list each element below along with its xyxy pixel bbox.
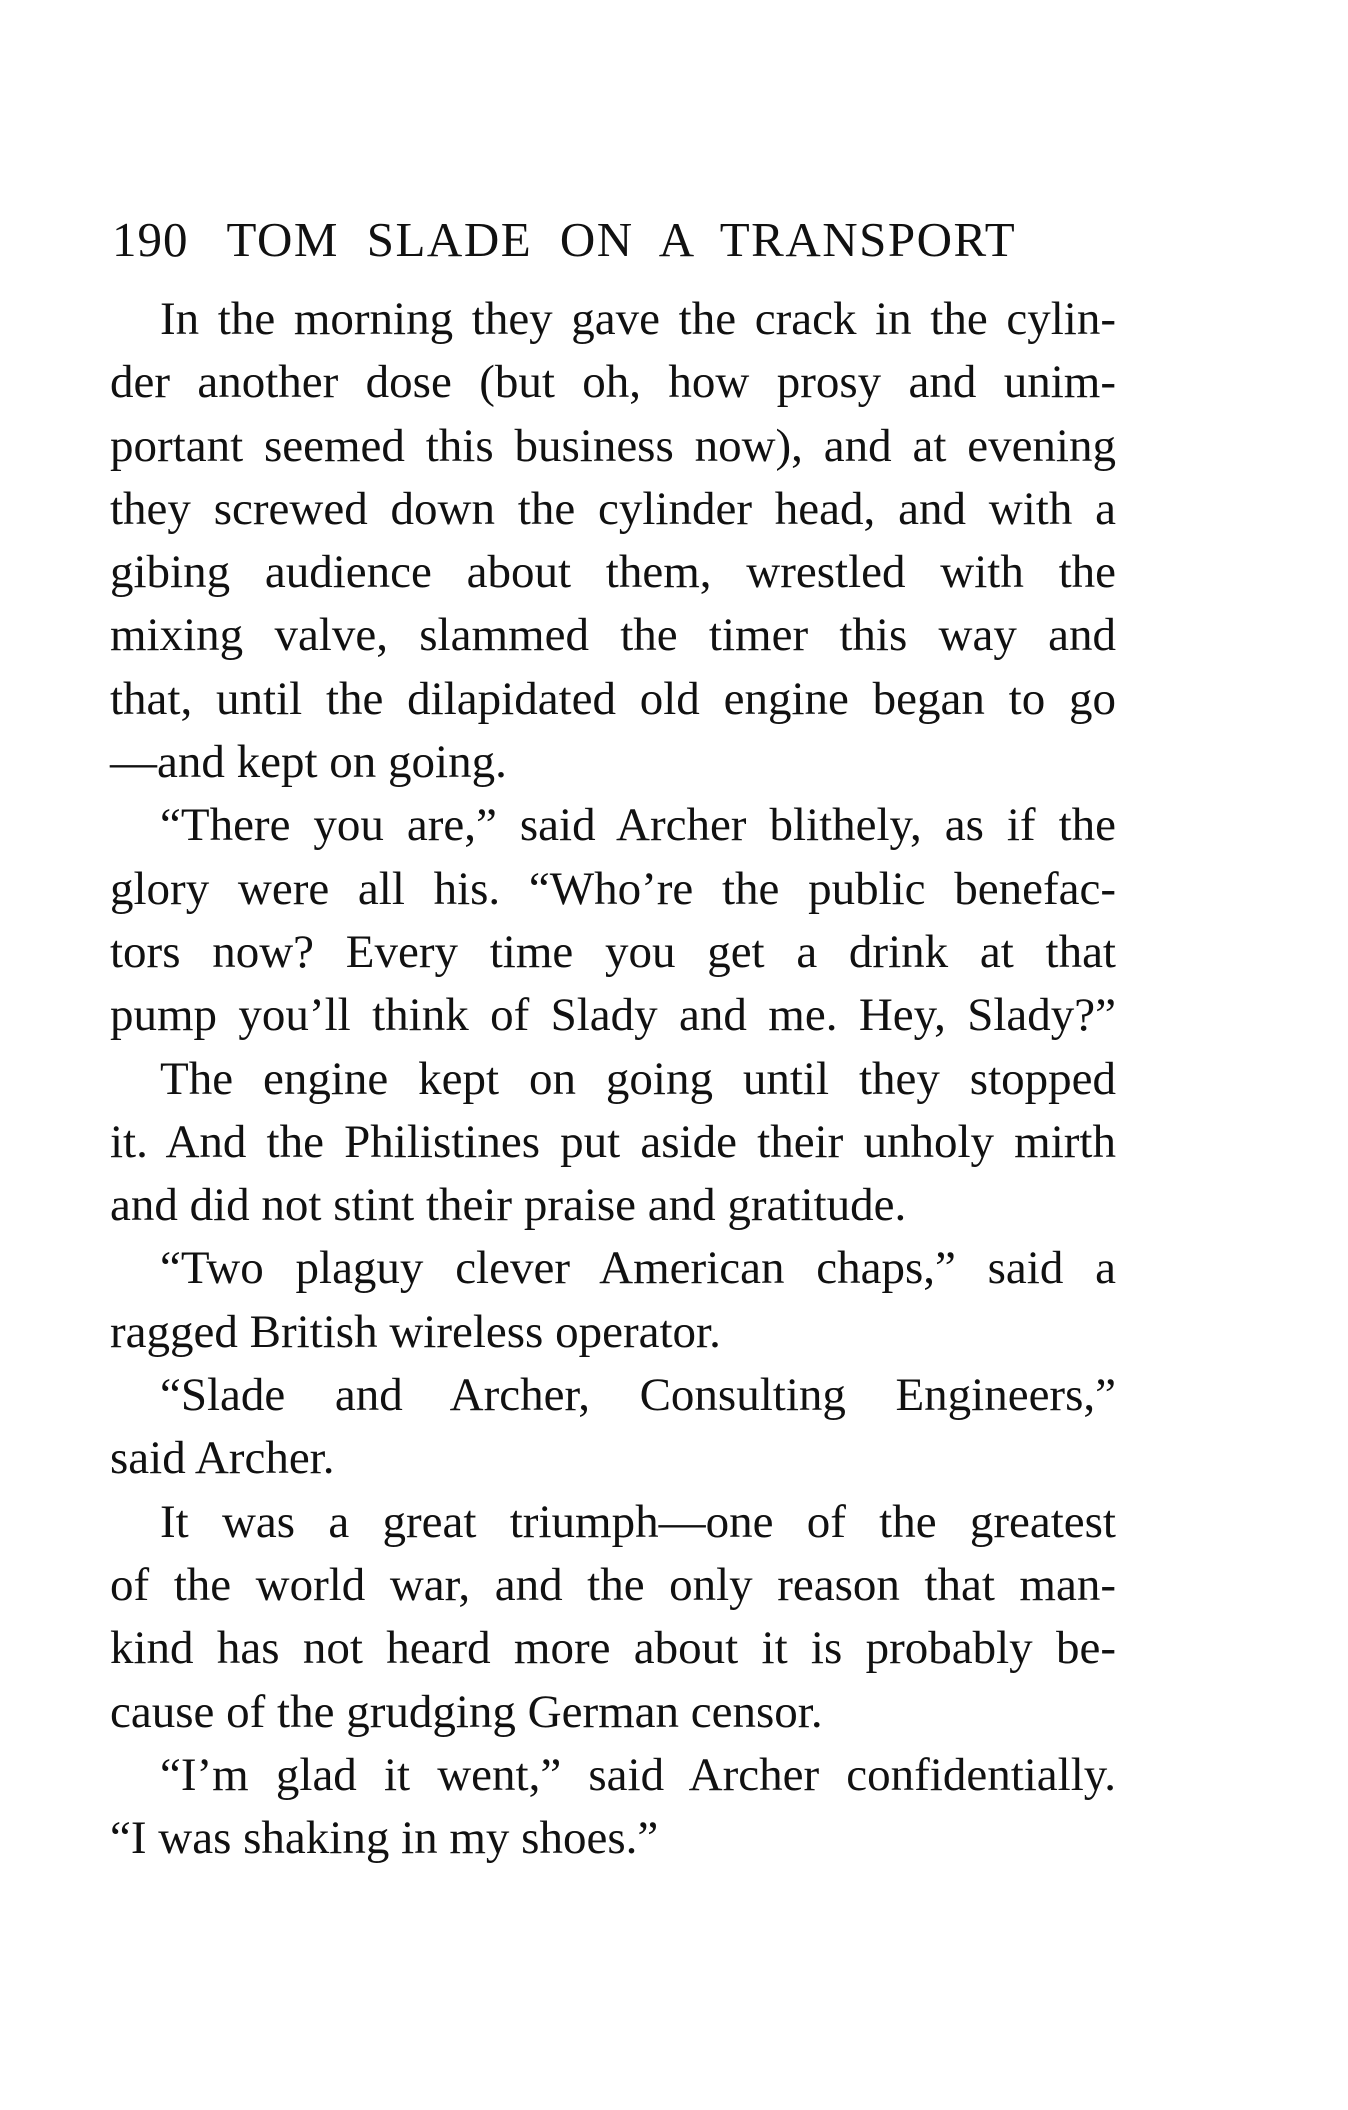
body-text bbox=[110, 288, 1116, 1870]
text-line: “I’m glad it went,” said Archer confidentially. bbox=[160, 1748, 1116, 1801]
text-line: “Slade and Archer, Consulting Engineers,” bbox=[160, 1369, 1116, 1422]
text-line: and did not stint their praise and gratitude. bbox=[110, 1179, 907, 1232]
text-line: —and kept on going. bbox=[110, 736, 507, 789]
paragraph bbox=[110, 1048, 1116, 1238]
running-title: TOM SLADE ON A TRANSPORT bbox=[226, 212, 1017, 267]
text-line: gibing audience about them, wrestled with the bbox=[110, 546, 1116, 599]
text-line: In the morning they gave the crack in the cylin- bbox=[160, 293, 1116, 345]
text-line: The engine kept on going until they stopped bbox=[160, 1052, 1116, 1105]
paragraph bbox=[110, 1364, 1116, 1491]
text-line: “Two plaguy clever American chaps,” said a bbox=[160, 1242, 1116, 1295]
text-line: it. And the Philistines put aside their unholy mirth bbox=[110, 1115, 1116, 1168]
text-line: glory were all his. “Who’re the public benefac- bbox=[110, 862, 1116, 915]
text-line: “I was shaking in my shoes.” bbox=[110, 1812, 659, 1865]
text-line: der another dose (but oh, how prosy and unim- bbox=[110, 356, 1116, 409]
paragraph bbox=[110, 288, 1116, 794]
text-line: tors now? Every time you get a drink at that bbox=[110, 925, 1116, 978]
text-line: pump you’ll think of Slady and me. Hey, Slady?” bbox=[110, 989, 1116, 1042]
paragraph bbox=[110, 1744, 1116, 1871]
text-line: “There you are,” said Archer blithely, as if the bbox=[160, 799, 1116, 852]
text-line: It was a great triumph—one of the greatest bbox=[160, 1495, 1116, 1548]
text-line: mixing valve, slammed the timer this way and bbox=[110, 609, 1116, 662]
running-header bbox=[112, 205, 1132, 275]
text-line: said Archer. bbox=[110, 1432, 335, 1485]
text-line: cause of the grudging German censor. bbox=[110, 1685, 823, 1738]
text-line: ragged British wireless operator. bbox=[110, 1305, 721, 1358]
text-line: that, until the dilapidated old engine began to go bbox=[110, 672, 1116, 725]
text-line: portant seemed this business now), and at evening bbox=[110, 419, 1116, 472]
paragraph bbox=[110, 794, 1116, 1047]
paragraph bbox=[110, 1237, 1116, 1364]
page-number: 190 bbox=[112, 212, 189, 267]
text-line: they screwed down the cylinder head, and with a bbox=[110, 482, 1116, 535]
paragraph bbox=[110, 1491, 1116, 1744]
text-line: of the world war, and the only reason that man- bbox=[110, 1558, 1116, 1611]
text-line: kind has not heard more about it is probably be- bbox=[110, 1622, 1116, 1675]
